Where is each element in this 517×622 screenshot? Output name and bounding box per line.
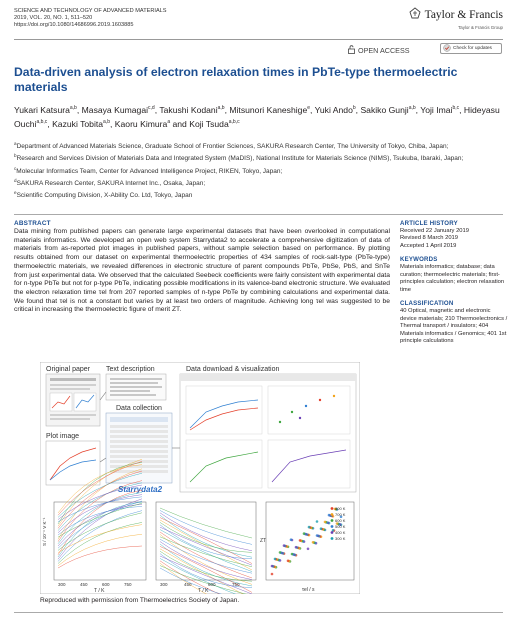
relaxation-x-label: T / K: [198, 588, 209, 594]
journal-info: [14, 8, 167, 30]
plot-image-panel: [46, 433, 100, 485]
zt-axis-label: ZT: [260, 538, 267, 544]
legend-marker: [331, 513, 334, 516]
legend-label: 300 K: [335, 536, 346, 541]
journal-name: SCIENCE AND TECHNOLOGY OF ADVANCED MATERIALS: [14, 8, 167, 14]
journal-doi-link[interactable]: https://doi.org/10.1080/14686996.2019.1603885: [14, 22, 134, 29]
affiliation-item: $^d$SAKURA Research Center, SAKURA Internet Inc., Osaka, Japan;: [14, 177, 206, 187]
relaxation-time-plot: [156, 502, 256, 594]
seebeck-x-label: T / K: [94, 588, 105, 594]
zt-point: [290, 538, 293, 541]
zt-point: [287, 560, 290, 563]
author-name[interactable]: Takushi Kodani$^{a,b}$: [159, 104, 225, 115]
figure-caption: Reproduced with permission from Thermoelectrics Society of Japan.: [40, 597, 240, 604]
original-paper-label: Original paper: [46, 366, 90, 373]
legend-label: 500 K: [335, 524, 346, 529]
open-access-label: OPEN ACCESS: [358, 46, 410, 55]
author-affiliation-mark: b,c: [452, 105, 460, 111]
data-collection-label: Data collection: [116, 405, 162, 412]
author-name[interactable]: Masaya Kumagai$^{c,d}$: [81, 104, 155, 115]
original-paper-panel: [46, 366, 100, 426]
starrydata-brand: Starrydata2: [118, 485, 163, 494]
open-access-badge: [348, 45, 410, 56]
check-updates-label: Check for updates: [453, 46, 492, 51]
abstract-text: Data mining from published papers can generate large experimental datasets that have been overlooked in computational materials informatics. We developed an open web system Starrydata2 to accelerate a comprehensive digitization of data of materials from as-reported plot images in published papers, without sample selection based on performance. By plotting results obtained from our dataset on experimental thermoelectric properties of 434 samples of rock-salt-type (PbTe-type) thermoelectric materials, we revealed differences in electronic structure of parent compounds PbTe, PbSe, PbS, and SnTe from just experimental data. We observed that the calculated Seebeck coefficients were fairly consistent with experimental data for n-type PbTe but not for p-type PbTe, indicating possible modifications in its valence-band electronic structure. We evaluated the electron relaxation time τel from 207 reported samples of n-type PbTe by combining calculations and experimental data. We found that τel is not a constant but varies by at least two orders of magnitude. Achieving long τel was suggested to be critical in increasing the thermoelectric figure of merit ZT.: [14, 228, 390, 314]
history-accepted: Accepted 1 April 2019: [400, 242, 457, 249]
publisher-block: [409, 6, 503, 30]
legend-label: 700 K: [335, 512, 346, 517]
relaxation-tick-450: 450: [184, 582, 192, 587]
section-divider: [14, 214, 503, 215]
author-affiliation-mark: a,b: [69, 105, 77, 111]
author-affiliation-mark: a,b: [217, 105, 225, 111]
author-affiliation-mark: a: [167, 119, 171, 126]
author-name[interactable]: Yoji Imai$^{b,c}$: [420, 104, 460, 115]
zt-point: [291, 553, 294, 556]
zt-point: [307, 548, 310, 551]
classification-heading: CLASSIFICATION: [400, 300, 454, 308]
publisher-name: Taylor & Francis: [424, 9, 503, 21]
author-name[interactable]: Kaoru Kimura$^a$: [114, 119, 171, 130]
zt-point: [299, 539, 302, 542]
zt-point: [312, 541, 315, 544]
keywords-text: Materials informatics; database; data curation; thermoelectric materials; first-principles calculation; electron relaxation time: [400, 263, 505, 293]
journal-volume: 2019, VOL. 20, NO. 1, 511–520: [14, 15, 93, 22]
zt-point: [283, 544, 286, 547]
author-affiliation-mark: a,b,c: [228, 119, 240, 126]
zt-point: [274, 558, 277, 561]
zt-plot: [260, 502, 354, 593]
relaxation-tick-600: 600: [208, 582, 216, 587]
graphical-abstract-figure: [40, 362, 360, 594]
legend-marker: [331, 519, 334, 522]
footer-divider: [14, 612, 503, 613]
author-affiliation-mark: b: [352, 105, 356, 111]
publisher-logo-icon: [409, 6, 421, 24]
seebeck-axis-label: S / 10⁻⁶ V K⁻¹: [42, 517, 47, 546]
legend-label: 800 K: [335, 506, 346, 511]
author-name[interactable]: Sakiko Gunji$^{a,b}$: [360, 104, 416, 115]
affiliation-item: $^c$Molecular Informatics Team, Center for Advanced Intelligence Project, RIKEN, Tokyo, Japan;: [14, 165, 283, 175]
legend-marker: [331, 531, 334, 534]
crossmark-icon: [443, 44, 451, 54]
relaxation-tick-300: 300: [160, 582, 168, 587]
zt-point: [324, 521, 327, 524]
author-affiliation-mark: a,b,c: [36, 119, 48, 126]
data-download-label: Data download & visualization: [186, 366, 280, 373]
zt-point: [295, 546, 298, 549]
plot-image-label: Plot image: [46, 433, 80, 440]
author-list: Yukari Katsura$^{a,b}$, Masaya Kumagai$^{c,d}$, Takushi Kodani$^{a,b}$, Mitsunori Kaneshige$^e$, Yuki Ando$^b$, Sakiko Gunji$^{a,b}$, Yoji Imai$^{b,c}$, Hideyasu Ouchi$^{a,b,c}$, Kazuki Tobita$^{a,b}$, Kaoru Kimura$^a$ and Koji Tsuda$^{a,b,c}$: [14, 104, 500, 130]
author-name[interactable]: Yuki Ando$^b$: [314, 104, 356, 115]
legend-marker: [331, 537, 334, 540]
zt-point: [271, 573, 274, 576]
affiliation-item: $^e$Scientific Computing Division, X-Ability Co. Ltd, Tokyo, Japan: [14, 190, 193, 200]
affiliation-item: $^a$Department of Advanced Materials Science, Graduate School of Frontier Sciences, SAKURA Research Center, The University of Tokyo, Chiba, Japan;: [14, 141, 449, 151]
relaxation-tick-750: 750: [232, 582, 240, 587]
legend-label: 400 K: [335, 530, 346, 535]
author-affiliation-mark: a,b: [408, 105, 416, 111]
author-affiliation-mark: a,b: [103, 119, 110, 126]
data-download-panel: [180, 366, 356, 492]
header-divider: [14, 39, 503, 40]
zt-point: [308, 526, 311, 529]
data-collection-panel: [106, 405, 172, 494]
article-sidebar: [400, 220, 508, 346]
seebeck-tick-300: 300: [58, 582, 66, 587]
legend-marker: [331, 507, 334, 510]
affiliation-list: [14, 140, 506, 201]
abstract-heading: ABSTRACT: [14, 220, 51, 227]
seebeck-tick-600: 600: [102, 582, 110, 587]
author-affiliation-mark: c,d: [148, 105, 155, 111]
publisher-subline: Taylor & Francis Group: [458, 25, 503, 30]
zt-point: [271, 565, 274, 568]
author-name[interactable]: Hideyasu Ouchi$^{a,b,c}$: [14, 104, 500, 130]
keywords-heading: KEYWORDS: [400, 256, 438, 264]
text-description-label: Text description: [106, 366, 155, 373]
zt-point: [320, 527, 323, 530]
zt-point: [303, 532, 306, 535]
author-name[interactable]: Koji Tsuda$^{a,b,c}$: [189, 119, 240, 130]
author-name[interactable]: Mitsunori Kaneshige$^e$: [229, 104, 311, 115]
open-lock-icon: [348, 45, 355, 56]
seebeck-tick-450: 450: [80, 582, 88, 587]
author-name[interactable]: Kazuki Tobita$^{a,b}$: [52, 119, 110, 130]
zt-point: [316, 534, 319, 537]
legend-marker: [331, 525, 334, 528]
affiliation-item: $^b$Research and Services Division of Materials Data and Integrated System (MaDIS), National Institute for Materials Science (NIMS), Tsukuba, Ibaraki, Japan;: [14, 153, 464, 163]
article-title: Data-driven analysis of electron relaxation times in PbTe-type thermoelectric materials: [14, 65, 458, 94]
history-received: Received 22 January 2019: [400, 227, 469, 234]
legend-label: 600 K: [335, 518, 346, 523]
zt-point: [316, 520, 319, 523]
zt-x-label: τel / s: [302, 587, 315, 593]
author-name[interactable]: Yukari Katsura$^{a,b}$: [14, 104, 77, 115]
seebeck-tick-750: 750: [124, 582, 132, 587]
history-revised: Revised 8 March 2019: [400, 235, 458, 242]
classification-text: 40 Optical, magnetic and electronic device materials; 210 Thermoelectronics / Thermal transport / insulators; 404 Materials informatics / Genomics; 401 1st principle calculations: [400, 307, 508, 345]
zt-point: [328, 514, 331, 517]
check-updates-button[interactable]: [440, 43, 502, 54]
author-affiliation-mark: e: [307, 105, 311, 111]
history-heading: ARTICLE HISTORY: [400, 220, 458, 227]
zt-point: [279, 551, 282, 554]
